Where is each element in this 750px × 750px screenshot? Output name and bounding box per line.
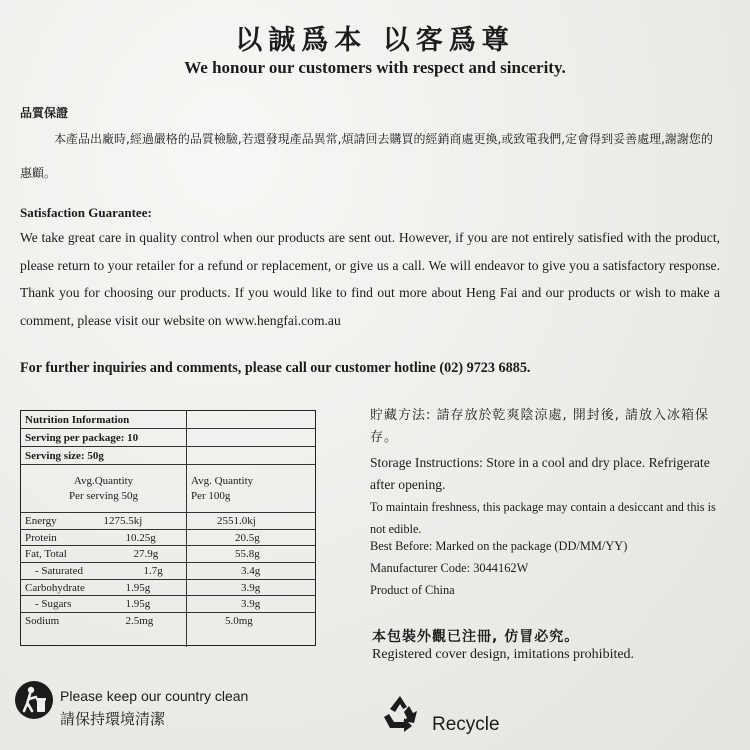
- per100-value: 3.9g: [187, 580, 315, 597]
- table-row: [21, 596, 187, 613]
- table-filler: [187, 630, 315, 647]
- per100-value: 3.9g: [187, 596, 315, 613]
- quality-guarantee-title: 品質保證: [20, 106, 69, 120]
- per100-value: 3.4g: [187, 563, 315, 580]
- table-row: [21, 613, 187, 630]
- col2-line2: Per 100g: [191, 489, 231, 502]
- per100-value: 55.8g: [187, 546, 315, 563]
- serving-value: 1.95g: [125, 581, 151, 594]
- nutrient-name: - Saturated: [35, 564, 83, 577]
- nutrient-name: Protein: [25, 531, 57, 544]
- serving-value: 27.9g: [133, 548, 159, 561]
- recycle-label: Recycle: [432, 714, 500, 735]
- col2-line1: Avg. Quantity: [191, 474, 254, 487]
- servings-per-package: Serving per package: 10: [21, 429, 187, 447]
- hotline-text: For further inquiries and comments, please call our customer hotline (02) 9723 6885.: [20, 360, 531, 376]
- col1-line2: Per serving 50g: [68, 489, 139, 502]
- table-row: [21, 530, 187, 547]
- table-row: [21, 546, 187, 563]
- keep-clean-chinese: 請保持環境清潔: [60, 710, 166, 728]
- column-header-per-100g: [187, 465, 315, 513]
- nutrition-table: [20, 410, 316, 646]
- manufacturer-code: Manufacturer Code: 3044162W: [370, 561, 529, 575]
- country-of-origin: Product of China: [370, 583, 455, 597]
- serving-value: 1275.5kj: [103, 514, 143, 527]
- column-header-per-serving: [21, 465, 187, 513]
- motto-english: We honour our customers with respect and sincerity.: [184, 58, 566, 77]
- recycle-icon: [378, 692, 422, 736]
- table-row: [21, 513, 187, 530]
- serving-size: Serving size: 50g: [21, 447, 187, 465]
- serving-value: 10.25g: [125, 531, 156, 544]
- best-before: Best Before: Marked on the package (DD/MM/YY): [370, 539, 628, 553]
- freshness-note: To maintain freshness, this package may contain a desiccant and this is not edible.: [370, 500, 716, 536]
- nutrient-name: - Sugars: [35, 598, 72, 611]
- nutrition-title: Nutrition Information: [21, 411, 187, 429]
- table-row: [21, 563, 187, 580]
- serving-value: 1.95g: [125, 598, 151, 611]
- nutrient-name: Fat, Total: [25, 548, 67, 561]
- storage-chinese: 貯藏方法: 請存放於乾爽陰涼處, 開封後, 請放入冰箱保存。: [370, 408, 710, 445]
- tidyman-icon: [14, 680, 54, 720]
- per100-value: 5.0mg: [225, 615, 253, 628]
- table-row: [21, 580, 187, 597]
- servings-blank: [187, 429, 315, 447]
- registered-design-english: Registered cover design, imitations prohibited.: [372, 647, 635, 662]
- serving-value: 1.7g: [143, 564, 163, 577]
- nutrient-name: Energy: [25, 514, 57, 527]
- registered-design-chinese: 本包裝外觀已注冊, 仿冒必究。: [372, 629, 580, 645]
- table-filler: [21, 630, 187, 647]
- per100-value: 2551.0kj: [187, 513, 315, 530]
- motto-chinese: 以誠爲本 以客爲尊: [235, 25, 515, 56]
- satisfaction-guarantee-text: We take great care in quality control when our products are sent out. However, if you are not entirely satisfied with the product, please return to your retailer for a refund or replacement, or give us a call. We will endeavor to give you a satisfactory response. Thank you for choosing our products. If you would like to find out more about Heng Fai and our products or wish to make a comment, please visit our website on www.hengfai.com.au: [20, 230, 720, 328]
- serving-value: 2.5mg: [125, 615, 154, 628]
- satisfaction-guarantee-title: Satisfaction Guarantee:: [20, 205, 152, 220]
- storage-instructions: Storage Instructions: Store in a cool and dry place. Refrigerate after opening.: [370, 455, 710, 492]
- col1-line1: Avg.Quantity: [73, 474, 134, 487]
- serving-size-blank: [187, 447, 315, 465]
- keep-clean-english: Please keep our country clean: [60, 688, 249, 704]
- nutrient-name: Sodium: [25, 615, 60, 628]
- per100-value: 20.5g: [187, 530, 315, 547]
- quality-guarantee-text: 本產品出廠時,經過嚴格的品質檢驗,若還發現產品異常,煩請回去購買的經銷商處更換,或致電我們,定會得到妥善處理,謝謝您的惠顧。: [20, 132, 713, 180]
- nutrition-title-blank: [187, 411, 315, 429]
- nutrient-name: Carbohydrate: [25, 581, 85, 594]
